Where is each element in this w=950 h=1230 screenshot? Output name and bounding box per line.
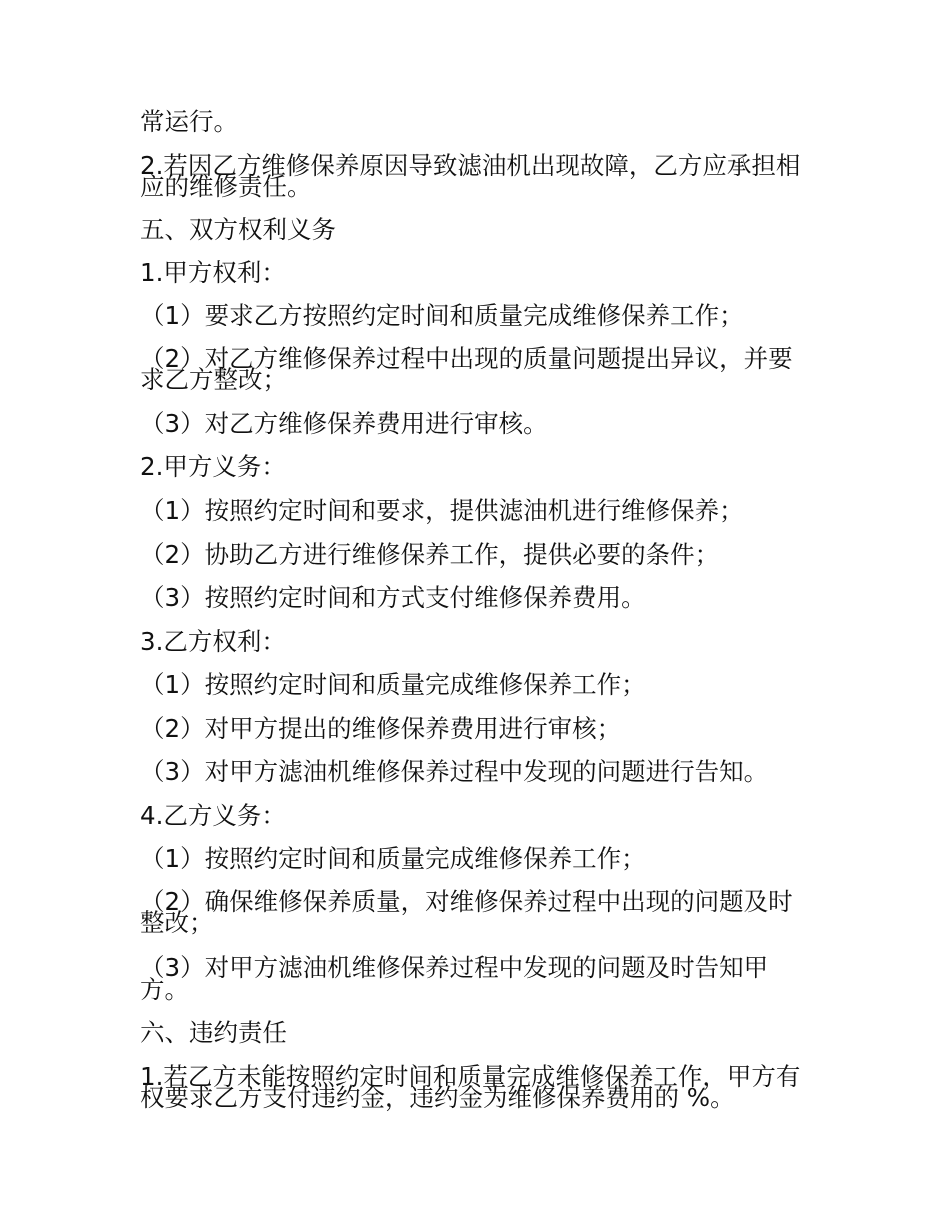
text-line: 整改； bbox=[140, 908, 214, 937]
text-line: 常运行。 bbox=[140, 107, 238, 136]
section-heading: 六、违约责任 bbox=[140, 1018, 287, 1047]
text-line: 2.若因乙方维修保养原因导致滤油机出现故障，乙方应承担相 bbox=[140, 151, 801, 180]
subsection-heading: 1.甲方权利： bbox=[140, 258, 286, 287]
list-item: （3）对甲方滤油机维修保养过程中发现的问题进行告知。 bbox=[140, 757, 769, 786]
list-item: （2）确保维修保养质量，对维修保养过程中出现的问题及时 bbox=[140, 887, 793, 916]
list-item: （2）对乙方维修保养过程中出现的质量问题提出异议，并要 bbox=[140, 344, 793, 373]
list-item: （3）按照约定时间和方式支付维修保养费用。 bbox=[140, 583, 646, 612]
list-item: （2）协助乙方进行维修保养工作，提供必要的条件； bbox=[140, 540, 720, 569]
section-heading: 五、双方权利义务 bbox=[140, 215, 336, 244]
list-item: （3）对甲方滤油机维修保养过程中发现的问题及时告知甲 bbox=[140, 953, 769, 982]
list-item: （1）按照约定时间和质量完成维修保养工作； bbox=[140, 670, 646, 699]
text-line: 求乙方整改； bbox=[140, 365, 287, 394]
list-item: （3）对乙方维修保养费用进行审核。 bbox=[140, 409, 548, 438]
text-line: 应的维修责任。 bbox=[140, 172, 312, 201]
subsection-heading: 4.乙方义务： bbox=[140, 801, 286, 830]
list-item: （1）按照约定时间和要求，提供滤油机进行维修保养； bbox=[140, 496, 744, 525]
list-item: （1）要求乙方按照约定时间和质量完成维修保养工作； bbox=[140, 301, 744, 330]
list-item: （2）对甲方提出的维修保养费用进行审核； bbox=[140, 714, 622, 743]
text-line: 权要求乙方支付违约金，违约金为维修保养费用的 %。 bbox=[140, 1083, 735, 1112]
subsection-heading: 2.甲方义务： bbox=[140, 452, 286, 481]
text-line: 方。 bbox=[140, 975, 189, 1004]
subsection-heading: 3.乙方权利： bbox=[140, 627, 286, 656]
text-line: 1.若乙方未能按照约定时间和质量完成维修保养工作，甲方有 bbox=[140, 1062, 801, 1091]
list-item: （1）按照约定时间和质量完成维修保养工作； bbox=[140, 844, 646, 873]
